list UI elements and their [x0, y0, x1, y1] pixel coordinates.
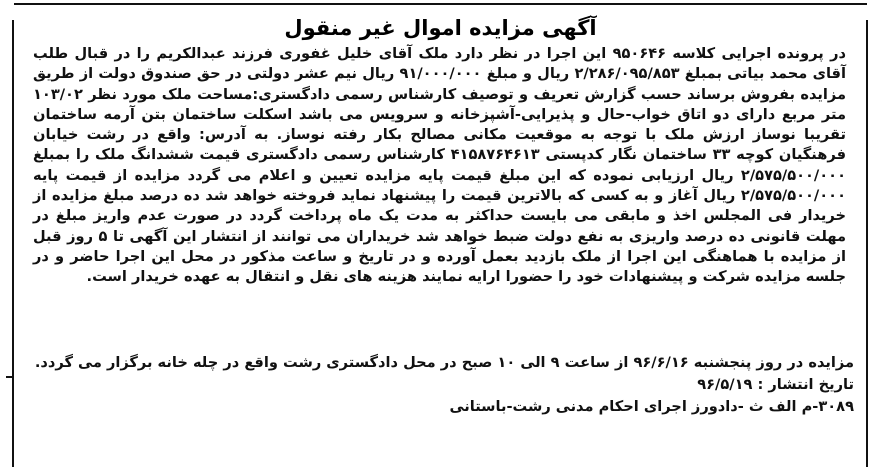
notice-body: در پرونده اجرایی کلاسه ۹۵۰۶۴۶ این اجرا در نظر دارد ملک آقای خلیل غفوری فرزند عبدالکریم را در قبال طلب آقای محمد بیاتی بمبلغ ۲/۲۸۶/۰۹۵/۸۵۳ ریال و مبلغ ۹۱/۰۰۰/۰۰۰ ریال نیم عشر دولتی در حق صندوق دولت از طریق مزایده بفروش برساند حسب گزارش تعریف و توصیف کارشناس رسمی دادگستری:مساحت ملک مورد نظر ۱۰۳/۰۲ متر مربع دارای دو اتاق خواب-حال و پذیرایی-آشپزخانه و سرویس می باشد اسکلت ساختمان بتن آرمه ساختمان تقریبا نوساز ارزش ملک با توجه به موقعیت مکانی مصالح بکار رفته نوساز. به آدرس: واقع در رشت خیابان فرهنگیان کوچه ۳۳ ساختمان نگار کدپستی ۴۱۵۸۷۶۴۶۱۳ کارشناس رسمی دادگستری قیمت ششدانگ ملک را بمبلغ ۲/۵۷۵/۵۰۰/۰۰۰ ریال ارزیابی نموده که این مبلغ قیمت پایه مزایده تعیین و اعلام می گردد مزایده از قیمت پایه ۲/۵۷۵/۵۰۰/۰۰۰ ریال آغاز و به کسی که بالاترین قیمت را پیشنهاد نماید فروخته خواهد شد ده درصد مبلغ مزایده از خریدار فی المجلس اخذ و مابقی می بایست حداکثر به مدت یک ماه پرداخت گردد در صورت عدم واریز مبلغ در مهلت قانونی ده درصد واریزی به نفع دولت ضبط خواهد شد خریداران می توانند از انتشار این آگهی تا ۵ روز قبل از مزایده با هماهنگی این اجرا از ملک بازدید بعمل آورده و در تاریخ و ساعت مذکور در محل این اجرا حاضر و در جلسه مزایده شرکت و پیشنهادات خود را حضورا ارایه نمایند هزینه های نقل و انتقال به عهده خریدار است. — [33, 45, 847, 286]
left-border — [12, 20, 14, 467]
top-border — [14, 3, 867, 5]
auction-time-line: مزایده در روز پنجشنبه ۹۶/۶/۱۶ از ساعت ۹ الی ۱۰ صبح در محل دادگستری رشت واقع در چله خانه برگزار می گردد. — [34, 354, 854, 371]
publish-date: تاریخ انتشار : ۹۶/۵/۱۹ — [697, 376, 854, 393]
right-border — [866, 20, 868, 467]
left-border-tick — [6, 376, 14, 378]
signature-line: ۳۰۸۹-م الف ث -دادورز اجرای احکام مدنی رشت-باستانی — [449, 398, 854, 415]
notice-footer — [16, 352, 856, 418]
notice-title: آگهی مزایده اموال غیر منقول — [284, 16, 597, 40]
